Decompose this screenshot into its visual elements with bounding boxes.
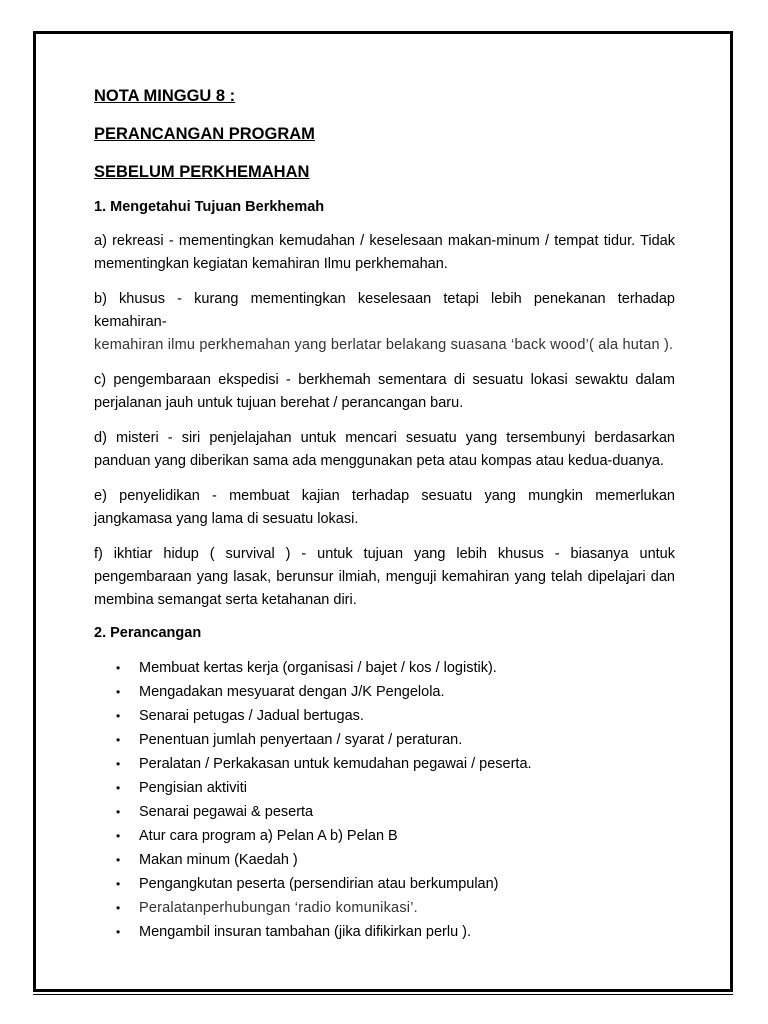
list-item: • Pengangkutan peserta (persendirian atau berkumpulan) [116,872,675,896]
list-item: • Mengadakan mesyuarat dengan J/K Pengelola. [116,680,675,704]
list-item: • Atur cara program a) Pelan A b) Pelan B [116,824,675,848]
paragraph-f-ikhtiar-hidup: f) ikhtiar hidup ( survival ) - untuk tujuan yang lebih khusus - biasanya untuk pengembaraan yang lasak, berunsur ilmiah, menguji kemahiran yang telah dipelajari dan membina semangat serta ketahanan diri. [94,546,675,608]
bullet-icon: • [116,781,121,795]
heading-perancangan-program: PERANCANGAN PROGRAM [94,125,315,143]
list-item: • Mengambil insuran tambahan (jika difikirkan perlu ). [116,920,675,944]
paragraph-b-khusus [94,288,675,357]
bullet-icon: • [116,709,121,723]
list-item: • Pengisian aktiviti [116,776,675,800]
bullet-icon: • [116,805,121,819]
list-item: • Makan minum (Kaedah ) [116,848,675,872]
list-item: • Senarai pegawai & peserta [116,800,675,824]
section-1-title: 1. Mengetahui Tujuan Berkhemah [94,199,325,215]
bullet-icon: • [116,877,121,891]
bullet-icon: • [116,757,121,771]
section-2 [94,624,675,944]
paragraph-d-misteri: d) misteri - siri penjelajahan untuk mencari sesuatu yang tersembunyi berdasarkan panduan yang diberikan sama ada menggunakan peta atau kompas atau kedua-duanya. [94,430,675,469]
bullet-icon: • [116,829,121,843]
perancangan-list [94,656,675,944]
heading-sebelum-perkhemahan: SEBELUM PERKHEMAHAN [94,163,310,181]
page-border-bottom-line [33,994,733,995]
paragraph-b-line-1: b) khusus - kurang mementingkan keselesaan tetapi lebih penekanan terhadap kemahiran- [94,291,675,330]
paragraph-e-penyelidikan: e) penyelidikan - membuat kajian terhadap sesuatu yang mungkin memerlukan jangkamasa yang lama di sesuatu lokasi. [94,488,675,527]
bullet-icon: • [116,733,121,747]
bullet-icon: • [116,661,121,675]
paragraph-c-pengembaraan: c) pengembaraan ekspedisi - berkhemah sementara di sesuatu lokasi sewaktu dalam perjalanan jauh untuk tujuan berehat / perancangan baru. [94,372,675,411]
heading-nota-minggu: NOTA MINGGU 8 : [94,87,236,105]
list-item: • Senarai petugas / Jadual bertugas. [116,704,675,728]
paragraph-b-line-2: kemahiran ilmu perkhemahan yang berlatar belakang suasana ‘back wood’( ala hutan ). [94,337,674,353]
bullet-icon: • [116,853,121,867]
section-2-title: 2. Perancangan [94,625,202,641]
bullet-icon: • [116,685,121,699]
bullet-icon: • [116,901,121,915]
bullet-icon: • [116,925,121,939]
list-item: • Peralatanperhubungan ‘radio komunikasi’. [116,896,675,920]
list-item: • Peralatan / Perkakasan untuk kemudahan pegawai / peserta. [116,752,675,776]
list-item: • Membuat kertas kerja (organisasi / bajet / kos / logistik). [116,656,675,680]
list-item: • Penentuan jumlah penyertaan / syarat / peraturan. [116,728,675,752]
document-content [94,86,675,944]
paragraph-a-rekreasi: a) rekreasi - mementingkan kemudahan / keselesaan makan-minum / tempat tidur. Tidak mementingkan kegiatan kemahiran Ilmu perkhemahan. [94,233,675,272]
